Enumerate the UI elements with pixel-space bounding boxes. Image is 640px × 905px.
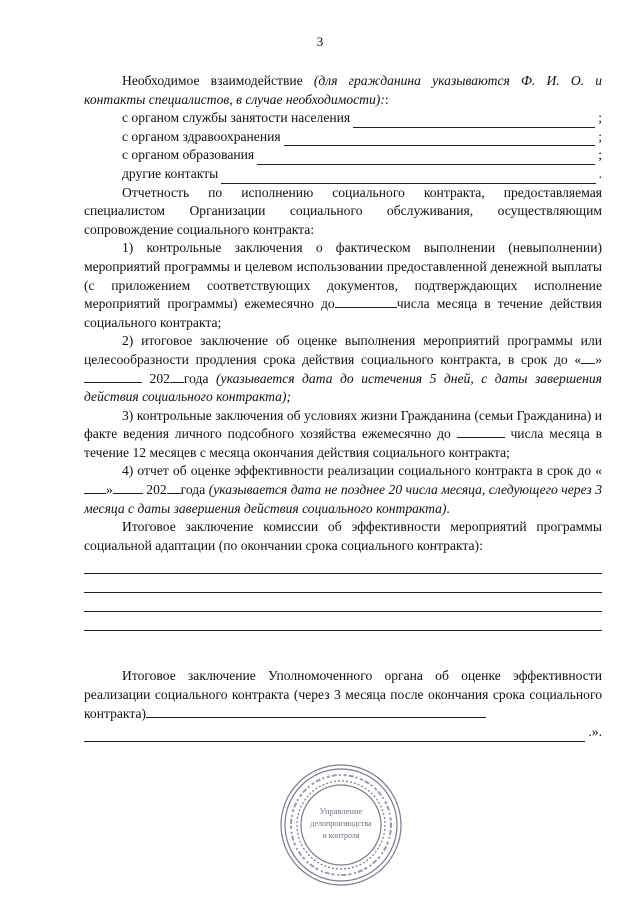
reporting-item-1: 1) контрольные заключения о фактическом выполнении (невыполнении) мероприятий программы и целевом использовании предоставленной денежной выплаты (с приложением соответствующих документов, подтверждающих исполнение мероприятий программы) ежемесячно до числа месяца в течение действия социального контракта;: [84, 240, 602, 330]
blank-field[interactable]: [257, 151, 595, 165]
blank-field[interactable]: [284, 132, 596, 146]
blank-line[interactable]: [84, 612, 602, 631]
blank-field[interactable]: [335, 296, 397, 308]
contact-line-employment: с органом службы занятости населения ;: [122, 109, 602, 128]
reporting-item-4: 4) отчет об оценке эффективности реализации социального контракта в срок до «» 202 года (указывается дата не позднее 20 числа месяца, следующего через 3 месяца с даты завершения действия социального контракта).: [84, 463, 602, 516]
blank-line[interactable]: [84, 593, 602, 612]
blank-field[interactable]: [170, 371, 184, 383]
commission-conclusion: Итоговое заключение комиссии об эффективности мероприятий программы социальной адаптации (по окончании срока социального контракта):: [84, 519, 602, 553]
reporting-intro: Отчетность по исполнению социального контракта, предоставляемая специалистом Организации социального обслуживания, осуществляющим сопровождение социального контракта:: [84, 184, 602, 237]
interaction-intro: Необходимое взаимодействие (для гражданина указываются Ф. И. О. и контакты специалистов, в случае необходимости)::: [84, 73, 602, 107]
blank-field[interactable]: [113, 482, 143, 494]
reporting-item-2-note: (указывается дата до истечения 5 дней, с даты завершения действия социального контракта);: [84, 370, 602, 405]
blank-line[interactable]: [84, 555, 602, 574]
reporting-item-3: 3) контрольные заключения об условиях жизни Гражданина (семьи Гражданина) и факте ведения личного подсобного хозяйства ежемесячно до числа месяца в течение 12 месяцев с месяца окончания действия социального контракта;: [84, 407, 603, 460]
contact-line-health: с органом здравоохранения ;: [122, 128, 602, 147]
interaction-note: (для гражданина указываются Ф. И. О. и контакты специалистов, в случае необходимости):: [84, 73, 602, 107]
document-body: [84, 72, 602, 742]
reporting-item-2: 2) итоговое заключение об оценке выполнения мероприятий программы или целесообразности продления срока действия социального контракта, в срок до « » 202 года (указывается дата до истечения 5 дней, с даты завершения действия социального контракта);: [84, 333, 602, 405]
blank-field[interactable]: [84, 728, 585, 742]
contact-lines: [84, 109, 602, 183]
blank-field[interactable]: [457, 426, 505, 438]
seal-text-2: делопроизводства: [310, 819, 372, 828]
office-seal: [278, 762, 404, 888]
blank-field[interactable]: [146, 706, 486, 718]
authority-conclusion: Итоговое заключение Уполномоченного органа об оценке эффективности реализации социального контракта (через 3 месяца после окончания срока социального контракта): [84, 668, 602, 721]
page-number: 3: [316, 34, 324, 49]
blank-field[interactable]: [221, 170, 595, 184]
contact-line-education: с органом образования ;: [122, 146, 602, 165]
authority-final-line: .».: [84, 723, 602, 742]
blank-field[interactable]: [84, 482, 106, 494]
seal-text-3: и контроля: [322, 831, 360, 840]
blank-field[interactable]: [167, 482, 181, 494]
blank-field[interactable]: [353, 114, 595, 128]
seal-text-1: Управление: [319, 806, 363, 816]
reporting-item-4-note: (указывается дата не позднее 20 числа месяца, следующего через 3 месяца с даты завершения действия социального контракта): [84, 482, 602, 516]
blank-field[interactable]: [581, 352, 595, 364]
blank-field[interactable]: [84, 371, 142, 383]
blank-line[interactable]: [84, 574, 602, 593]
contact-line-other: другие контакты .: [122, 165, 602, 184]
